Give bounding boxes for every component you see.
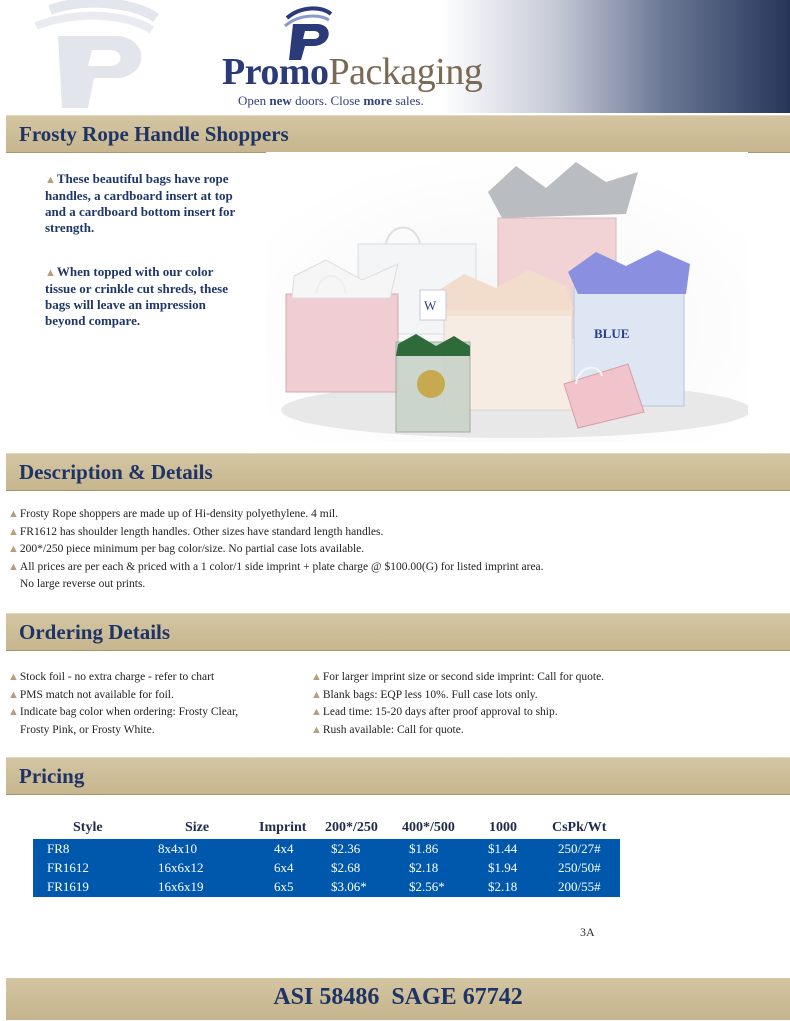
header-size: Size <box>185 820 210 835</box>
ordering-heading: Ordering Details <box>19 620 171 644</box>
list-item-continuation: No large reverse out prints. <box>20 578 146 590</box>
footer-bar <box>6 978 790 1020</box>
list-item: ▲200*/250 piece minimum per bag color/size. No partial case lots available. <box>8 543 365 555</box>
section-product-title <box>6 115 790 153</box>
asi-sage-numbers: ASI 58486 SAGE 67742 <box>273 984 523 1010</box>
table-row: FR8 8x4x10 4x4 $2.36 $1.86 $1.44 250/27# <box>47 841 601 856</box>
ordering-list-right <box>311 669 604 739</box>
section-description <box>6 453 790 491</box>
list-item: ▲Stock foil - no extra charge - refer to chart <box>8 671 215 683</box>
brand-promo: Promo <box>222 51 329 93</box>
list-item: ▲Rush available: Call for quote. <box>311 723 464 736</box>
list-item: ▲Indicate bag color when ordering: Frosty Clear, <box>8 706 239 718</box>
list-item-continuation: Frosty Pink, or Frosty White. <box>20 723 155 736</box>
tagline: Open new doors. Close more sales. <box>238 93 424 108</box>
ordering-list-left <box>8 669 238 739</box>
page-code: 3A <box>580 925 595 939</box>
header-qty-500: 400*/500 <box>402 820 455 835</box>
svg-text:W: W <box>424 298 437 313</box>
table-row: FR1612 16x6x12 6x4 $2.68 $2.18 $1.94 250/50# <box>47 860 601 875</box>
watermark-logo <box>28 0 168 113</box>
description-heading: Description & Details <box>19 460 213 484</box>
list-item: ▲Lead time: 15-20 days after proof approval to ship. <box>311 706 558 718</box>
table-row: FR1619 16x6x19 6x5 $3.06* $2.56* $2.18 200/55# <box>47 879 601 894</box>
description-list <box>8 506 544 594</box>
list-item: ▲PMS match not available for foil. <box>8 688 174 701</box>
product-photo-bags <box>266 152 748 442</box>
triangle-bullet-icon: ▲ <box>45 174 56 186</box>
list-item: ▲Frosty Rope shoppers are made up of Hi-density polyethylene. 4 mil. <box>8 508 338 520</box>
section-ordering <box>6 613 790 651</box>
header-banner <box>0 0 790 113</box>
list-item: ▲All prices are per each & priced with a 1 color/1 side imprint + plate charge @ $100.00(G) for listed imprint area. <box>8 560 544 573</box>
intro-paragraph-2: ▲When topped with our color tissue or crinkle cut shreds, these bags will leave an impression beyond compare. <box>45 264 228 328</box>
product-title: Frosty Rope Handle Shoppers <box>19 122 289 146</box>
triangle-bullet-icon: ▲ <box>45 267 56 279</box>
svg-text:BLUE: BLUE <box>594 326 630 341</box>
header-style: Style <box>73 820 103 835</box>
brand-wordmark <box>222 50 482 94</box>
intro-paragraph-1: ▲These beautiful bags have rope handles, a cardboard insert at top and a cardboard bottom insert for strength. <box>45 171 236 235</box>
pricing-heading: Pricing <box>19 764 85 788</box>
list-item: ▲For larger imprint size or second side imprint: Call for quote. <box>311 671 605 683</box>
header-imprint: Imprint <box>259 820 307 835</box>
table-header <box>33 820 620 839</box>
list-item: ▲Blank bags: EQP less 10%. Full case lots only. <box>311 688 538 701</box>
header-qty-1000: 1000 <box>489 820 517 835</box>
header-qty-250: 200*/250 <box>325 820 378 835</box>
list-item: ▲FR1612 has shoulder length handles. Other sizes have standard length handles. <box>8 525 384 538</box>
section-pricing <box>6 757 790 795</box>
brand-packaging: Packaging <box>328 51 483 93</box>
table-body <box>33 839 620 897</box>
pricing-table <box>33 820 620 897</box>
header-cspk: CsPk/Wt <box>552 820 607 835</box>
